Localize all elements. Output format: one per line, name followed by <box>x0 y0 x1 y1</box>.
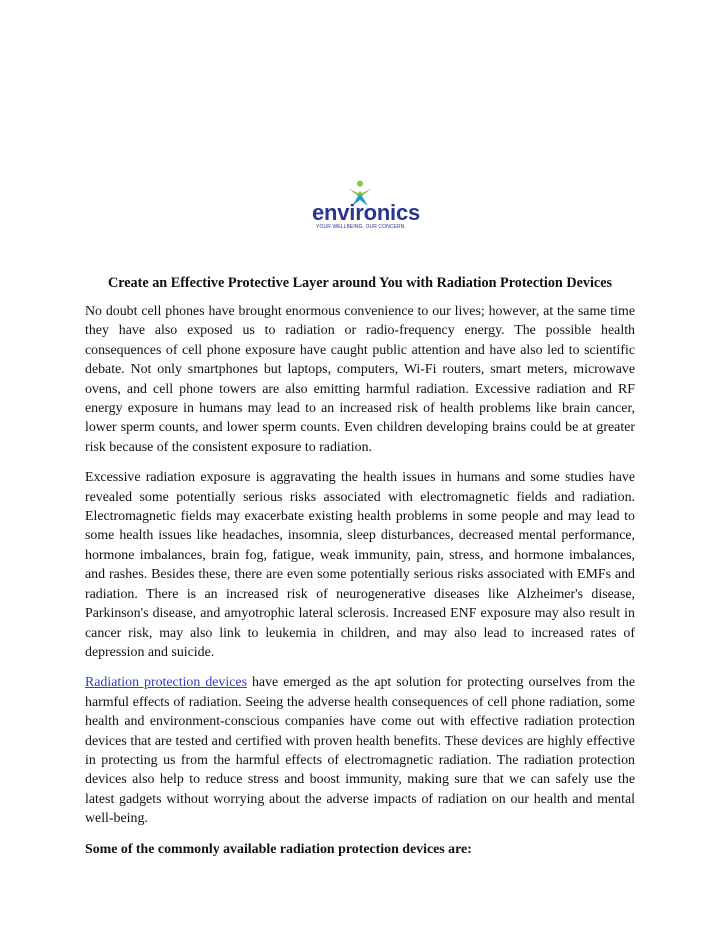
environics-logo <box>312 180 421 230</box>
devices-list-heading: Some of the commonly available radiation protection devices are: <box>85 841 472 857</box>
paragraph-3 <box>85 673 635 828</box>
logo-tagline: YOUR WELLBEING, OUR CONCERN. <box>316 224 406 230</box>
paragraph-2: Excessive radiation exposure is aggravating the health issues in humans and some studies have revealed some potentially serious risks associated with electromagnetic fields and radiation. Electromagnetic fields may exacerbate existing health problems in some people and may lead to some health issues like headaches, insomnia, sleep disturbances, decreased mental performance, hormone imbalances, brain fog, fatigue, weak immunity, pain, stress, and hormone imbalances, and rashes. Besides these, there are even some potentially serious risks associated with EMFs and radiation. There is an increased risk of neurogenerative diseases like Alzheimer's disease, Parkinson's disease, and amyotrophic lateral sclerosis. Increased ENF exposure may also result in cancer risk, may also link to leukemia in children, and may also lead to increased rates of depression and suicide. <box>85 470 635 660</box>
paragraph-1: No doubt cell phones have brought enormous convenience to our lives; however, at the same time they have also exposed us to radiation or radio-frequency energy. The possible health consequences of cell phone exposure have caught public attention and have also led to scientific debate. Not only smartphones but laptops, computers, Wi-Fi routers, smart meters, microwave ovens, and cell phone towers are also emitting harmful radiation. Excessive radiation and RF energy exposure in humans may lead to an increased risk of health problems like brain cancer, lower sperm counts, and lower sperm counts. Even children developing brains could be at greater risk because of the consistent exposure to radiation. <box>85 304 635 455</box>
article-title: Create an Effective Protective Layer around You with Radiation Protection Devices <box>107 275 613 291</box>
article-body <box>85 273 635 860</box>
radiation-protection-devices-link[interactable]: Radiation protection devices <box>85 675 247 691</box>
logo-wordmark: environics <box>312 200 421 225</box>
paragraph-3-text: have emerged as the apt solution for protecting ourselves from the harmful effects of radiation. Seeing the adverse health consequences of cell phone radiation, some health and environment-conscious companies have come out with effective radiation protection devices that are tested and certified with proven health benefits. These devices are highly effective in protecting us from the harmful effects of electromagnetic radiation. The radiation protection devices also help to reduce stress and boost immunity, making sure that we can safely use the latest gadgets without worrying about the adverse impacts of radiation on our health and mental well-being. <box>85 675 635 827</box>
